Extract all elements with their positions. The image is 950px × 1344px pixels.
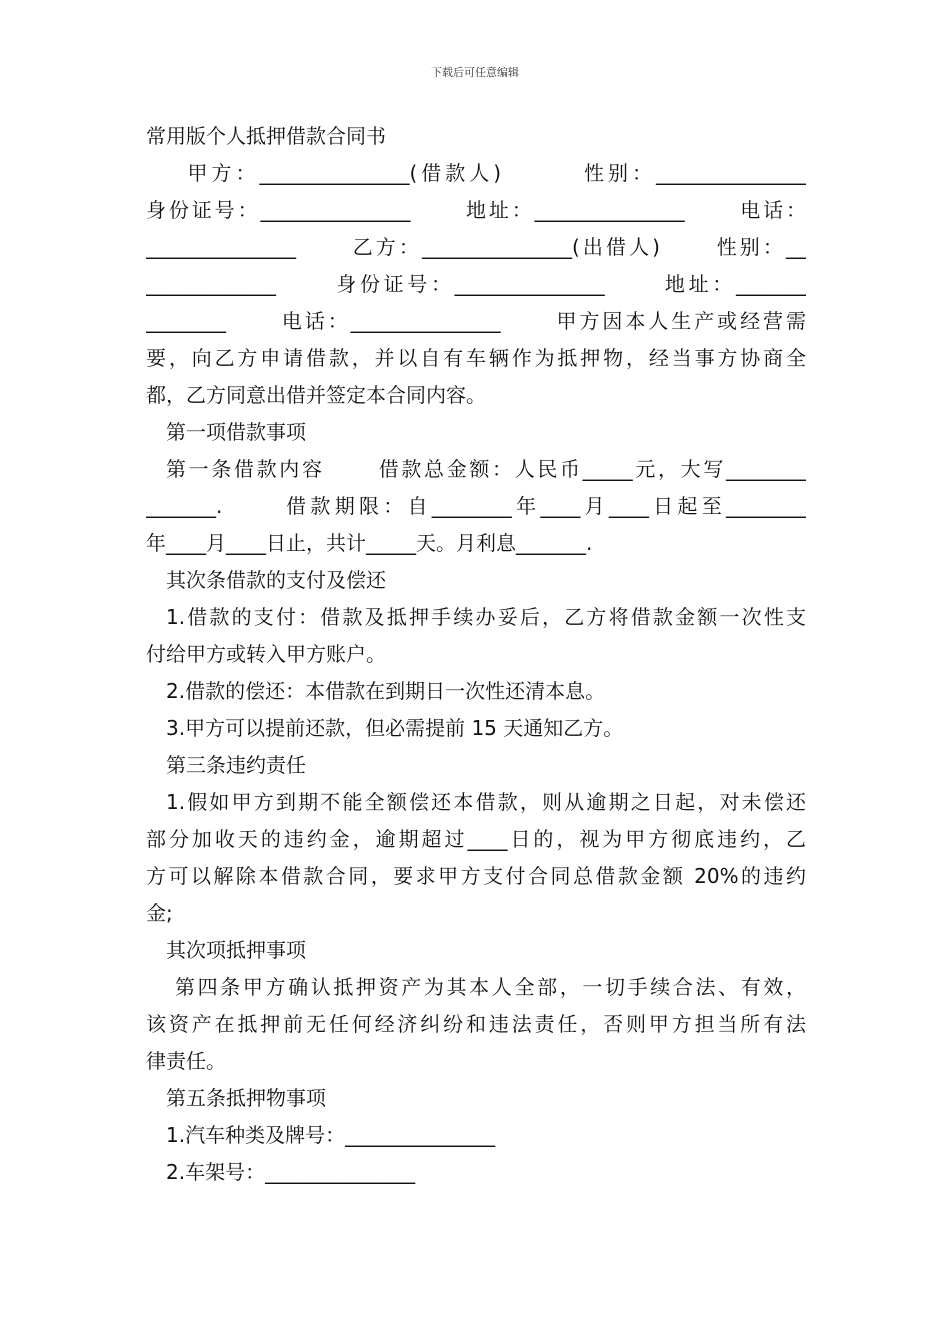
text-line: 金; (146, 901, 173, 925)
text-line: 2.借款的偿还：本借款在到期日一次性还清本息。 (166, 679, 606, 703)
text-line: 2.车架号：_______________ (166, 1160, 416, 1184)
text-line: 部分加收天的违约金，逾期超过____日的，视为甲方彻底违约，乙 (146, 827, 806, 851)
text-line: _____________ 身份证号：_______________ 地址：_______ (146, 272, 806, 296)
text-line: 付给甲方或转入甲方账户。 (146, 642, 386, 666)
text-line: 方可以解除本借款合同，要求甲方支付合同总借款金额 20%的违约 (146, 864, 806, 888)
text-line: _______________ 乙方：_______________(出借人) 性别：__ (146, 235, 806, 259)
text-line: 要，向乙方申请借款，并以自有车辆作为抵押物，经当事方协商全 (146, 346, 806, 370)
document-body (146, 118, 806, 1191)
text-line: 律责任。 (146, 1049, 226, 1073)
section-heading: 第三条违约责任 (166, 753, 306, 777)
text-line: _______. 借款期限：自________年____月____日起至________ (146, 494, 806, 518)
text-line: 身份证号：_______________ 地址：_______________ 电话： (146, 198, 806, 222)
text-line: 3.甲方可以提前还款，但必需提前 15 天通知乙方。 (166, 716, 624, 740)
section-heading: 其次项抵押事项 (166, 938, 306, 962)
section-heading: 其次条借款的支付及偿还 (166, 568, 386, 592)
text-line: 1.汽车种类及牌号：_______________ (166, 1123, 496, 1147)
document-title: 常用版个人抵押借款合同书 (146, 124, 386, 148)
section-heading: 第五条抵押物事项 (166, 1086, 326, 1110)
section-heading: 第一项借款事项 (166, 420, 306, 444)
text-line: 第一条借款内容 借款总金额：人民币_____元，大写________ (166, 457, 806, 481)
text-line: 甲方：_______________(借款人) 性别：_______________ (146, 161, 806, 185)
text-line: 年____月____日止，共计_____天。月利息_______. (146, 531, 593, 555)
text-line: ________ 电话：_______________ 甲方因本人生产或经营需 (146, 309, 806, 333)
text-line: 该资产在抵押前无任何经济纠纷和违法责任，否则甲方担当所有法 (146, 1012, 806, 1036)
text-line: 1.借款的支付：借款及抵押手续办妥后，乙方将借款金额一次性支 (166, 605, 806, 629)
text-line: 都，乙方同意出借并签定本合同内容。 (146, 383, 486, 407)
text-line: 第四条甲方确认抵押资产为其本人全部，一切手续合法、有效， (166, 975, 806, 999)
text-line: 1.假如甲方到期不能全额偿还本借款，则从逾期之日起，对未偿还 (166, 790, 806, 814)
header-note: 下载后可任意编辑 (431, 66, 519, 79)
